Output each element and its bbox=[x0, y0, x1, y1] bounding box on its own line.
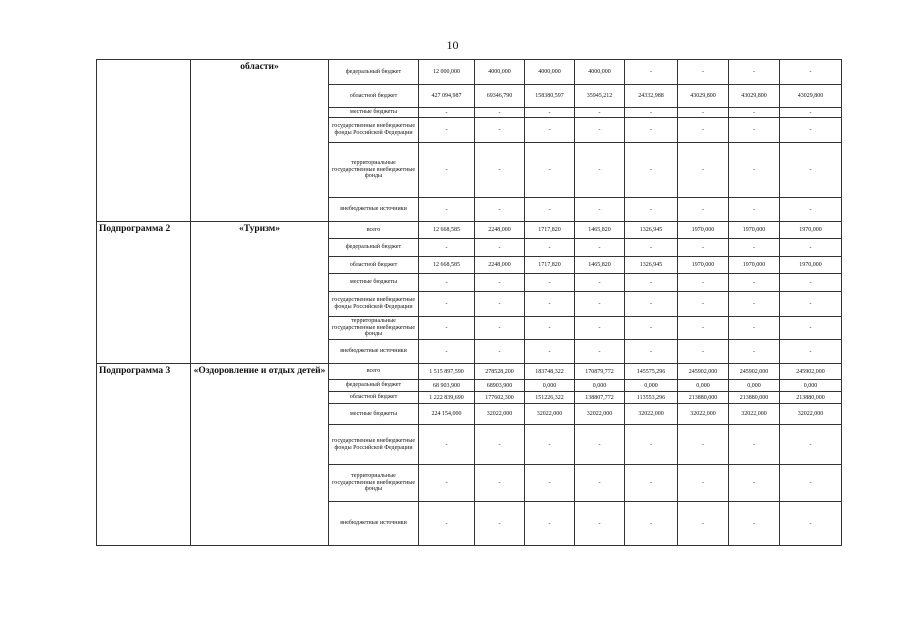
amount-cell: - bbox=[678, 60, 729, 85]
amount-cell: - bbox=[525, 118, 575, 143]
amount-cell: - bbox=[525, 108, 575, 118]
amount-cell: 1465,820 bbox=[575, 257, 625, 274]
amount-cell: 68903,900 bbox=[475, 380, 525, 392]
funding-source: всего bbox=[329, 364, 419, 380]
amount-cell: - bbox=[678, 118, 729, 143]
amount-cell: 213880,000 bbox=[678, 392, 729, 404]
amount-cell: 151226,322 bbox=[525, 392, 575, 404]
amount-cell: 12 668,585 bbox=[419, 222, 475, 239]
amount-cell: 170879,772 bbox=[575, 364, 625, 380]
amount-cell: 158380,597 bbox=[525, 85, 575, 108]
amount-cell: - bbox=[419, 198, 475, 222]
amount-cell: - bbox=[729, 317, 780, 340]
amount-cell: - bbox=[729, 292, 780, 317]
amount-cell: 245902,000 bbox=[678, 364, 729, 380]
amount-cell: 1717,820 bbox=[525, 257, 575, 274]
amount-cell: - bbox=[678, 317, 729, 340]
funding-source: всего bbox=[329, 222, 419, 239]
funding-source: областной бюджет bbox=[329, 257, 419, 274]
funding-source: территориальные государственные внебюджетные фонды bbox=[329, 317, 419, 340]
amount-cell: 245902,000 bbox=[729, 364, 780, 380]
amount-cell: 32022,000 bbox=[729, 404, 780, 425]
amount-cell: - bbox=[525, 239, 575, 257]
amount-cell: 0,000 bbox=[678, 380, 729, 392]
amount-cell: - bbox=[475, 108, 525, 118]
amount-cell: - bbox=[678, 198, 729, 222]
amount-cell: - bbox=[419, 465, 475, 502]
amount-cell: - bbox=[780, 198, 842, 222]
amount-cell: - bbox=[625, 108, 678, 118]
amount-cell: - bbox=[525, 292, 575, 317]
amount-cell: - bbox=[575, 198, 625, 222]
funding-source: государственные внебюджетные фонды Российской Федерации bbox=[329, 292, 419, 317]
amount-cell: 177602,300 bbox=[475, 392, 525, 404]
amount-cell: - bbox=[475, 425, 525, 465]
amount-cell: - bbox=[780, 118, 842, 143]
amount-cell: 4000,000 bbox=[475, 60, 525, 85]
amount-cell: 43029,800 bbox=[780, 85, 842, 108]
amount-cell: 4000,000 bbox=[525, 60, 575, 85]
amount-cell: 32022,000 bbox=[780, 404, 842, 425]
amount-cell: 1970,000 bbox=[678, 222, 729, 239]
amount-cell: - bbox=[625, 465, 678, 502]
funding-source: местные бюджеты bbox=[329, 108, 419, 118]
amount-cell: - bbox=[625, 274, 678, 292]
amount-cell: - bbox=[678, 274, 729, 292]
program-name: области» bbox=[191, 60, 329, 222]
funding-source: федеральный бюджет bbox=[329, 239, 419, 257]
amount-cell: 278528,200 bbox=[475, 364, 525, 380]
amount-cell: - bbox=[419, 502, 475, 546]
page-number: 10 bbox=[446, 38, 459, 52]
amount-cell: 32022,000 bbox=[475, 404, 525, 425]
amount-cell: 1326,945 bbox=[625, 222, 678, 239]
amount-cell: 69346,790 bbox=[475, 85, 525, 108]
amount-cell: - bbox=[575, 274, 625, 292]
amount-cell: 183748,322 bbox=[525, 364, 575, 380]
amount-cell: - bbox=[475, 340, 525, 364]
amount-cell: - bbox=[729, 108, 780, 118]
table-row bbox=[97, 60, 842, 85]
amount-cell: - bbox=[678, 502, 729, 546]
funding-source: областной бюджет bbox=[329, 392, 419, 404]
amount-cell: - bbox=[729, 239, 780, 257]
amount-cell: - bbox=[729, 274, 780, 292]
amount-cell: - bbox=[625, 502, 678, 546]
amount-cell: - bbox=[729, 143, 780, 198]
program-label bbox=[97, 60, 191, 222]
funding-source: областной бюджет bbox=[329, 85, 419, 108]
amount-cell: - bbox=[625, 340, 678, 364]
amount-cell: - bbox=[525, 425, 575, 465]
amount-cell: - bbox=[475, 274, 525, 292]
amount-cell: - bbox=[625, 118, 678, 143]
amount-cell: - bbox=[729, 118, 780, 143]
funding-source: внебюджетные источники bbox=[329, 340, 419, 364]
amount-cell: 68 903,900 bbox=[419, 380, 475, 392]
funding-source: территориальные государственные внебюджетные фонды bbox=[329, 143, 419, 198]
amount-cell: 12 668,585 bbox=[419, 257, 475, 274]
funding-source: государственные внебюджетные фонды Российской Федерации bbox=[329, 425, 419, 465]
amount-cell: 1970,000 bbox=[729, 222, 780, 239]
amount-cell: 0,000 bbox=[625, 380, 678, 392]
amount-cell: - bbox=[575, 317, 625, 340]
amount-cell: - bbox=[525, 465, 575, 502]
amount-cell: - bbox=[575, 340, 625, 364]
amount-cell: - bbox=[678, 425, 729, 465]
amount-cell: - bbox=[575, 292, 625, 317]
amount-cell: - bbox=[625, 143, 678, 198]
amount-cell: - bbox=[525, 502, 575, 546]
amount-cell: - bbox=[575, 465, 625, 502]
program-name: «Оздоровление и отдых детей» bbox=[191, 364, 329, 546]
amount-cell: - bbox=[678, 292, 729, 317]
amount-cell: - bbox=[525, 317, 575, 340]
amount-cell: 43029,800 bbox=[678, 85, 729, 108]
amount-cell: - bbox=[729, 502, 780, 546]
funding-source: федеральный бюджет bbox=[329, 60, 419, 85]
amount-cell: - bbox=[625, 198, 678, 222]
amount-cell: - bbox=[780, 108, 842, 118]
amount-cell: 1970,000 bbox=[678, 257, 729, 274]
amount-cell: - bbox=[419, 340, 475, 364]
amount-cell: - bbox=[419, 274, 475, 292]
amount-cell: - bbox=[729, 340, 780, 364]
amount-cell: - bbox=[625, 292, 678, 317]
amount-cell: 1465,820 bbox=[575, 222, 625, 239]
amount-cell: 43029,800 bbox=[729, 85, 780, 108]
amount-cell: - bbox=[475, 143, 525, 198]
table-row bbox=[97, 364, 842, 380]
amount-cell: 0,000 bbox=[729, 380, 780, 392]
amount-cell: - bbox=[419, 239, 475, 257]
amount-cell: 32022,000 bbox=[575, 404, 625, 425]
amount-cell: 213880,000 bbox=[780, 392, 842, 404]
amount-cell: - bbox=[475, 317, 525, 340]
amount-cell: - bbox=[419, 317, 475, 340]
amount-cell: 113553,296 bbox=[625, 392, 678, 404]
amount-cell: - bbox=[525, 274, 575, 292]
amount-cell: 1717,820 bbox=[525, 222, 575, 239]
amount-cell: 1970,000 bbox=[780, 257, 842, 274]
funding-source: местные бюджеты bbox=[329, 404, 419, 425]
amount-cell: 24332,988 bbox=[625, 85, 678, 108]
amount-cell: 1326,945 bbox=[625, 257, 678, 274]
amount-cell: 0,000 bbox=[575, 380, 625, 392]
amount-cell: - bbox=[419, 143, 475, 198]
amount-cell: - bbox=[525, 198, 575, 222]
amount-cell: - bbox=[475, 292, 525, 317]
program-label: Подпрограмма 3 bbox=[97, 364, 191, 546]
amount-cell: 35945,212 bbox=[575, 85, 625, 108]
amount-cell: - bbox=[525, 340, 575, 364]
amount-cell: - bbox=[780, 292, 842, 317]
amount-cell: - bbox=[729, 425, 780, 465]
amount-cell: 1970,000 bbox=[780, 222, 842, 239]
amount-cell: 1 515 897,590 bbox=[419, 364, 475, 380]
amount-cell: - bbox=[678, 143, 729, 198]
amount-cell: - bbox=[475, 198, 525, 222]
amount-cell: 427 094,987 bbox=[419, 85, 475, 108]
amount-cell: - bbox=[780, 274, 842, 292]
amount-cell: - bbox=[625, 239, 678, 257]
amount-cell: - bbox=[419, 425, 475, 465]
amount-cell: - bbox=[625, 425, 678, 465]
amount-cell: - bbox=[678, 340, 729, 364]
amount-cell: - bbox=[575, 425, 625, 465]
amount-cell: - bbox=[475, 239, 525, 257]
program-name: «Туризм» bbox=[191, 222, 329, 364]
amount-cell: 2248,000 bbox=[475, 257, 525, 274]
funding-source: внебюджетные источники bbox=[329, 198, 419, 222]
amount-cell: 0,000 bbox=[525, 380, 575, 392]
amount-cell: - bbox=[729, 465, 780, 502]
amount-cell: - bbox=[780, 425, 842, 465]
amount-cell: - bbox=[475, 118, 525, 143]
funding-source: местные бюджеты bbox=[329, 274, 419, 292]
amount-cell: - bbox=[575, 118, 625, 143]
amount-cell: - bbox=[575, 143, 625, 198]
amount-cell: - bbox=[678, 108, 729, 118]
funding-source: федеральный бюджет bbox=[329, 380, 419, 392]
amount-cell: - bbox=[525, 143, 575, 198]
amount-cell: - bbox=[678, 239, 729, 257]
amount-cell: - bbox=[729, 198, 780, 222]
amount-cell: - bbox=[419, 292, 475, 317]
amount-cell: 1970,000 bbox=[729, 257, 780, 274]
amount-cell: - bbox=[780, 60, 842, 85]
table-row bbox=[97, 222, 842, 239]
amount-cell: - bbox=[575, 502, 625, 546]
amount-cell: 0,000 bbox=[780, 380, 842, 392]
amount-cell: - bbox=[419, 108, 475, 118]
amount-cell: 12 000,000 bbox=[419, 60, 475, 85]
amount-cell: - bbox=[475, 465, 525, 502]
amount-cell: 1 222 839,690 bbox=[419, 392, 475, 404]
amount-cell: 213880,000 bbox=[729, 392, 780, 404]
amount-cell: - bbox=[780, 465, 842, 502]
funding-source: внебюджетные источники bbox=[329, 502, 419, 546]
amount-cell: - bbox=[575, 239, 625, 257]
amount-cell: - bbox=[780, 317, 842, 340]
amount-cell: 4000,000 bbox=[575, 60, 625, 85]
amount-cell: 138807,772 bbox=[575, 392, 625, 404]
amount-cell: - bbox=[780, 502, 842, 546]
amount-cell: 2248,000 bbox=[475, 222, 525, 239]
amount-cell: - bbox=[780, 239, 842, 257]
amount-cell: - bbox=[419, 118, 475, 143]
amount-cell: - bbox=[729, 60, 780, 85]
amount-cell: - bbox=[780, 340, 842, 364]
funding-source: территориальные государственные внебюджетные фонды bbox=[329, 465, 419, 502]
amount-cell: 32022,000 bbox=[525, 404, 575, 425]
amount-cell: 245902,000 bbox=[780, 364, 842, 380]
amount-cell: - bbox=[475, 502, 525, 546]
funding-source: государственные внебюджетные фонды Российской Федерации bbox=[329, 118, 419, 143]
amount-cell: 224 154,000 bbox=[419, 404, 475, 425]
amount-cell: - bbox=[678, 465, 729, 502]
amount-cell: 145575,296 bbox=[625, 364, 678, 380]
budget-table bbox=[96, 59, 842, 546]
amount-cell: 32022,000 bbox=[678, 404, 729, 425]
amount-cell: - bbox=[625, 317, 678, 340]
amount-cell: - bbox=[780, 143, 842, 198]
program-label: Подпрограмма 2 bbox=[97, 222, 191, 364]
amount-cell: - bbox=[575, 108, 625, 118]
amount-cell: 32022,000 bbox=[625, 404, 678, 425]
amount-cell: - bbox=[625, 60, 678, 85]
